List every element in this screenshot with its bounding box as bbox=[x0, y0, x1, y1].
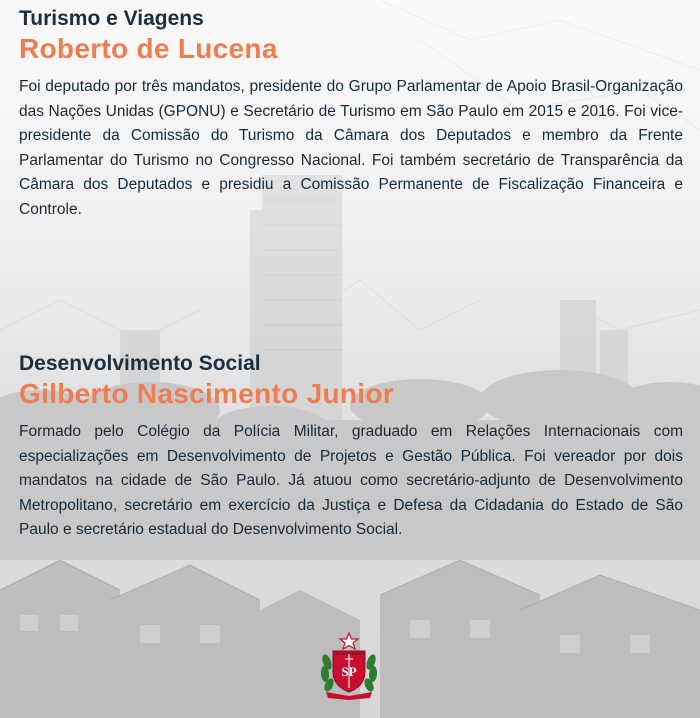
person-name: Gilberto Nascimento Junior bbox=[19, 378, 394, 409]
section-social-development bbox=[19, 351, 683, 543]
section-tourism bbox=[19, 6, 683, 222]
category-heading: Desenvolvimento Social bbox=[19, 352, 261, 375]
emblem-letters: SP bbox=[341, 664, 357, 679]
category-heading: Turismo e Viagens bbox=[19, 7, 204, 30]
sao-paulo-coat-of-arms-icon bbox=[318, 632, 380, 700]
person-name: Roberto de Lucena bbox=[19, 33, 278, 64]
person-bio: Formado pelo Colégio da Polícia Militar, graduado em Relações Internacionais com especializações em Desenvolvimento de Projetos e Gestão Pública. Foi vereador por dois mandatos na cidade de São Paulo. Já atuou como secretário-adjunto de Desenvolvimento Metropolitano, secretário em exercício da Justiça e Defesa da Cidadania do Estado de São Paulo e secretário estadual do Desenvolvimento Social. bbox=[19, 423, 683, 538]
person-bio: Foi deputado por três mandatos, presidente do Grupo Parlamentar de Apoio Brasil-Organização das Nações Unidas (GPONU) e Secretário de Turismo em São Paulo em 2015 e 2016. Foi vice-presidente da Comissão do Turismo da Câmara dos Deputados e membro da Frente Parlamentar do Turismo no Congresso Nacional. Foi também secretário de Transparência da Câmara dos Deputados e presidiu a Comissão Permanente de Fiscalização Financeira e Controle. bbox=[19, 78, 683, 218]
